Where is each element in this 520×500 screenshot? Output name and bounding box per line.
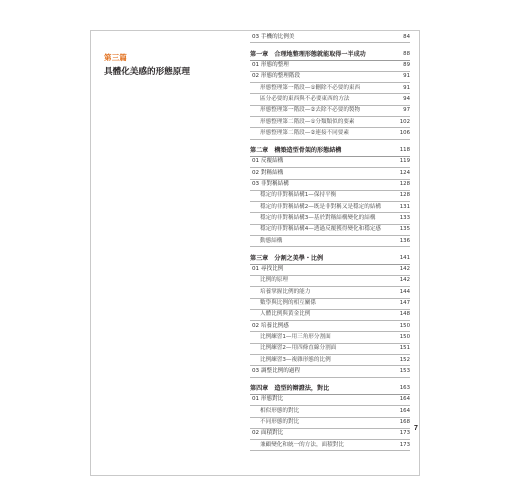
toc-page-number: 88 (403, 50, 410, 57)
toc-page-number: 150 (399, 322, 410, 329)
toc-page-number: 128 (399, 192, 410, 199)
toc-entry-row (250, 395, 410, 406)
toc-entry-row (250, 440, 410, 451)
part-title: 具體化美感的形態原理 (104, 67, 190, 77)
toc-entry-title: 02 形態的整理階段 (252, 73, 301, 80)
toc-chapter-row (250, 49, 410, 60)
toc-page-number: 144 (399, 288, 410, 295)
toc-entry-row (250, 94, 410, 105)
toc-entry-row (250, 310, 410, 321)
toc-entry-title: 03 非對稱結構 (252, 181, 289, 188)
toc-entry-title: 區分必要的東西與不必要東西的方法 (260, 95, 350, 102)
toc-chapter-row (250, 384, 410, 395)
toc-page-number: 147 (399, 300, 410, 307)
toc-page-number: 152 (399, 356, 410, 363)
toc-entry-title: 第二章 構築造型骨架的形態結構 (250, 147, 342, 155)
toc-page-number: 94 (403, 95, 410, 102)
toc-page-number: 89 (403, 62, 410, 69)
toc-entry-row (250, 366, 410, 377)
toc-page-number: 164 (399, 396, 410, 403)
toc-entry-title: 02 培養比例感 (252, 322, 289, 329)
toc-entry-row (250, 418, 410, 429)
toc-page-number: 150 (399, 333, 410, 340)
toc-page-number: 106 (399, 129, 410, 136)
toc-page-number: 91 (403, 73, 410, 80)
toc-entry-title: 形態整理第二階段—①分類類似的要素 (260, 118, 355, 125)
toc-page-number: 133 (399, 214, 410, 221)
toc-page-number: 91 (403, 84, 410, 91)
toc-entry-row (250, 72, 410, 83)
toc-entry-title: 比例的原理 (260, 277, 288, 284)
toc-entry-title: 03 調整比例的過程 (252, 367, 301, 374)
toc-entry-row (250, 157, 410, 168)
toc-entry-row (250, 180, 410, 191)
toc-page-number: 135 (399, 226, 410, 233)
toc-entry-title: 形態整理第二階段—②連接不同要素 (260, 129, 349, 136)
toc-entry-row (250, 202, 410, 213)
toc-entry-title: 比例練習1—用三角形分割面 (260, 333, 331, 340)
toc-page-number: 148 (399, 311, 410, 318)
toc-chapter-row (250, 253, 410, 264)
table-of-contents (250, 32, 410, 451)
toc-entry-title: 動態結構 (260, 237, 283, 244)
toc-page-number: 119 (399, 158, 410, 165)
toc-entry-row (250, 355, 410, 366)
toc-page-number: 97 (403, 107, 410, 114)
toc-entry-row (250, 287, 410, 298)
toc-entry-title: 01 形態的整理 (252, 62, 289, 69)
toc-entry-row (250, 106, 410, 117)
toc-entry-row (250, 168, 410, 179)
toc-page-number: 164 (399, 407, 410, 414)
toc-page-number: 128 (399, 181, 410, 188)
toc-page-number: 173 (399, 441, 410, 448)
toc-entry-row (250, 429, 410, 440)
toc-entry-title: 第三章 分割之美學・比例 (250, 254, 324, 262)
toc-page-number: 142 (399, 277, 410, 284)
toc-entry-row (250, 117, 410, 128)
toc-entry-row (250, 406, 410, 417)
toc-entry-title: 穩定的非對稱結構4—透過反覆獲得變化和穩定感 (260, 226, 382, 233)
toc-page-number: 168 (399, 419, 410, 425)
toc-entry-row (250, 191, 410, 202)
toc-entry-title: 穩定的非對稱結構2—既是非對稱又是穩定的結構 (260, 203, 382, 210)
toc-page-number: 151 (399, 345, 410, 352)
toc-entry-title: 第四章 造型的辯證法，對比 (250, 385, 330, 393)
toc-entry-title: 形態整理第一階段—②去除不必要的製物 (260, 107, 361, 114)
toc-page-number: 163 (399, 385, 410, 392)
toc-entry-title: 培養掌握比例的能力 (260, 288, 311, 295)
part-header (104, 53, 220, 78)
toc-entry-row (250, 344, 410, 355)
toc-page-number: 102 (399, 118, 410, 125)
toc-entry-title: 相似形態的對比 (260, 407, 300, 414)
toc-entry-title: 01 反覆結構 (252, 158, 284, 165)
toc-page-number: 118 (399, 147, 410, 154)
toc-entry-title: 比例練習3—複雜形態的比例 (260, 356, 331, 363)
toc-entry-title: 人體比例與黃金比例 (260, 311, 311, 318)
toc-chapter-row (250, 146, 410, 157)
toc-entry-title: 03 手機的比例美 (252, 33, 295, 40)
toc-entry-row (250, 276, 410, 287)
part-label: 第三篇 (104, 53, 128, 62)
toc-entry-title: 01 形態對比 (252, 396, 284, 403)
toc-entry-title: 不同形態的對比 (260, 419, 300, 425)
toc-entry-title: 02 對稱結構 (252, 169, 284, 176)
toc-entry-title: 形態整理第一階段—①刪除不必要的東西 (260, 84, 361, 91)
toc-entry-row (250, 83, 410, 94)
toc-page-number: 136 (399, 237, 410, 244)
toc-entry-title: 02 面積對比 (252, 430, 284, 437)
toc-entry-row (250, 236, 410, 247)
toc-page-number: 142 (399, 266, 410, 273)
toc-entry-title: 數學與比例的相互關係 (260, 300, 316, 307)
toc-entry-title: 兼顧變化和統一的方法，面積對比 (260, 441, 344, 448)
toc-entry-title: 第一章 合理地整理形態就能取得一半成功 (250, 50, 366, 58)
toc-entry-row (250, 128, 410, 139)
page-number: 7 (414, 425, 418, 432)
toc-page-number: 131 (399, 203, 410, 210)
toc-entry-row (250, 213, 410, 224)
toc-entry-title: 穩定的非對稱結構1—保持平衡 (260, 192, 337, 199)
toc-entry-title: 穩定的非對稱結構3—基於對稱結構變化的結構 (260, 214, 376, 221)
toc-page-number: 141 (399, 254, 410, 261)
toc-entry-row (250, 332, 410, 343)
toc-page-number: 84 (403, 33, 410, 40)
toc-page-number: 124 (399, 169, 410, 176)
toc-page-number: 153 (399, 367, 410, 374)
toc-entry-row (250, 225, 410, 236)
toc-entry-row (250, 265, 410, 276)
toc-entry-title: 比例練習2—用四條直線分割面 (260, 345, 337, 352)
toc-entry-row (250, 32, 410, 43)
toc-page-number: 173 (399, 430, 410, 437)
toc-entry-row (250, 61, 410, 72)
toc-entry-row (250, 321, 410, 332)
toc-entry-title: 01 尋找比例 (252, 266, 284, 273)
toc-entry-row (250, 299, 410, 310)
